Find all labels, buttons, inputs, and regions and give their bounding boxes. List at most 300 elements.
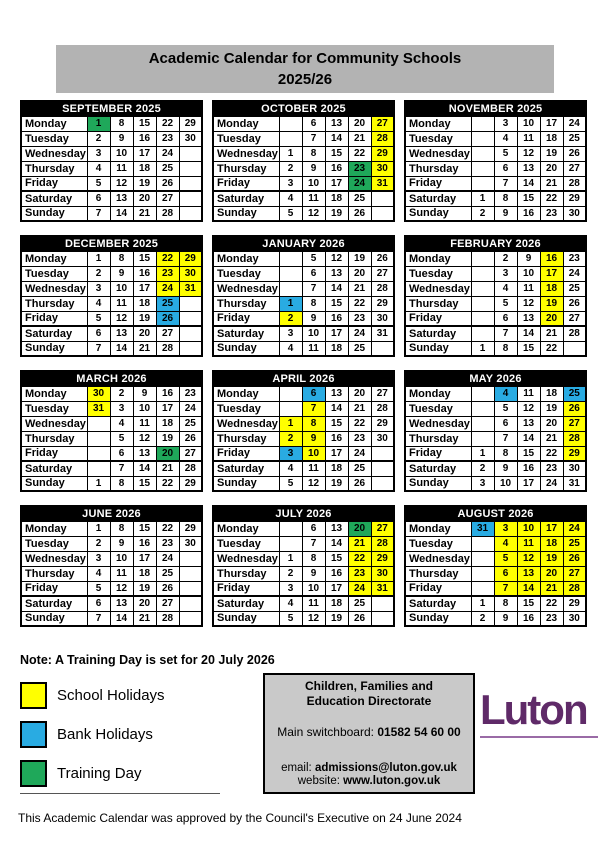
- weekday-label: Thursday: [21, 566, 87, 581]
- date-cell: 23: [348, 311, 371, 326]
- date-cell: 9: [494, 611, 517, 626]
- weekday-label: Sunday: [21, 341, 87, 356]
- date-cell: 21: [348, 131, 371, 146]
- date-cell: 5: [494, 401, 517, 416]
- month-title: FEBRUARY 2026: [405, 236, 586, 251]
- date-cell: 21: [540, 431, 563, 446]
- date-cell: 31: [371, 581, 394, 596]
- date-cell: 28: [563, 176, 586, 191]
- date-cell: 13: [110, 596, 133, 611]
- month-title: APRIL 2026: [213, 371, 394, 386]
- date-cell: 9: [110, 266, 133, 281]
- month-title: OCTOBER 2025: [213, 101, 394, 116]
- date-cell: 8: [302, 146, 325, 161]
- date-cell: 4: [494, 386, 517, 401]
- date-cell: 8: [302, 416, 325, 431]
- date-cell: 30: [371, 311, 394, 326]
- date-cell: 18: [325, 341, 348, 356]
- date-cell: 21: [540, 326, 563, 341]
- weekday-label: Tuesday: [21, 536, 87, 551]
- date-cell: 10: [302, 446, 325, 461]
- date-cell: 5: [302, 251, 325, 266]
- date-cell: 13: [325, 266, 348, 281]
- weekday-label: Tuesday: [405, 536, 471, 551]
- date-cell: 21: [540, 581, 563, 596]
- weekday-label: Wednesday: [213, 281, 279, 296]
- date-cell: 29: [179, 116, 202, 131]
- date-cell: 25: [156, 566, 179, 581]
- weekday-label: Friday: [405, 176, 471, 191]
- weekday-label: Saturday: [405, 461, 471, 476]
- date-cell: 9: [302, 431, 325, 446]
- weekday-label: Friday: [21, 311, 87, 326]
- empty-date-cell: [179, 191, 202, 206]
- date-cell: 6: [87, 596, 110, 611]
- date-cell: 17: [325, 581, 348, 596]
- empty-date-cell: [371, 446, 394, 461]
- date-cell: 14: [325, 131, 348, 146]
- empty-date-cell: [471, 251, 494, 266]
- weekday-label: Wednesday: [21, 551, 87, 566]
- date-cell: 29: [179, 476, 202, 491]
- date-cell: 2: [471, 461, 494, 476]
- date-cell: 3: [279, 176, 302, 191]
- weekday-label: Sunday: [405, 611, 471, 626]
- date-cell: 7: [87, 611, 110, 626]
- date-cell: 11: [302, 191, 325, 206]
- date-cell: 14: [133, 461, 156, 476]
- date-cell: 1: [279, 146, 302, 161]
- empty-date-cell: [179, 581, 202, 596]
- empty-date-cell: [279, 266, 302, 281]
- date-cell: 16: [156, 386, 179, 401]
- weekday-label: Thursday: [21, 161, 87, 176]
- weekday-label: Monday: [213, 386, 279, 401]
- empty-date-cell: [371, 206, 394, 221]
- date-cell: 8: [110, 476, 133, 491]
- date-cell: 18: [540, 281, 563, 296]
- empty-date-cell: [87, 416, 110, 431]
- date-cell: 25: [348, 191, 371, 206]
- date-cell: 21: [156, 461, 179, 476]
- weekday-label: Tuesday: [21, 266, 87, 281]
- empty-date-cell: [471, 566, 494, 581]
- date-cell: 6: [302, 266, 325, 281]
- month-title: JULY 2026: [213, 506, 394, 521]
- date-cell: 27: [179, 446, 202, 461]
- date-cell: 24: [348, 446, 371, 461]
- empty-date-cell: [179, 296, 202, 311]
- date-cell: 22: [156, 476, 179, 491]
- date-cell: 24: [563, 116, 586, 131]
- weekday-label: Sunday: [213, 341, 279, 356]
- weekday-label: Tuesday: [213, 131, 279, 146]
- approval-footer: This Academic Calendar was approved by the Council's Executive on 24 June 2024: [18, 811, 462, 825]
- date-cell: 16: [133, 131, 156, 146]
- empty-date-cell: [179, 206, 202, 221]
- date-cell: 12: [302, 476, 325, 491]
- date-cell: 14: [325, 401, 348, 416]
- date-cell: 17: [133, 146, 156, 161]
- date-cell: 29: [563, 596, 586, 611]
- date-cell: 25: [563, 131, 586, 146]
- date-cell: 15: [517, 596, 540, 611]
- date-cell: 25: [348, 461, 371, 476]
- date-cell: 4: [279, 191, 302, 206]
- date-cell: 30: [563, 206, 586, 221]
- date-cell: 12: [325, 251, 348, 266]
- date-cell: 22: [540, 596, 563, 611]
- date-cell: 16: [325, 311, 348, 326]
- date-cell: 1: [87, 521, 110, 536]
- date-cell: 8: [302, 296, 325, 311]
- website-label: website:: [297, 775, 344, 787]
- date-cell: 24: [348, 581, 371, 596]
- date-cell: 20: [133, 326, 156, 341]
- date-cell: 2: [471, 206, 494, 221]
- weekday-label: Sunday: [21, 611, 87, 626]
- date-cell: 23: [348, 161, 371, 176]
- month-table-october-2025: [212, 100, 395, 222]
- date-cell: 25: [348, 341, 371, 356]
- date-cell: 21: [133, 206, 156, 221]
- empty-date-cell: [179, 326, 202, 341]
- date-cell: 13: [517, 161, 540, 176]
- legend-item-bank-holidays: [20, 721, 250, 748]
- date-cell: 18: [133, 296, 156, 311]
- date-cell: 26: [348, 476, 371, 491]
- date-cell: 10: [110, 146, 133, 161]
- date-cell: 20: [348, 116, 371, 131]
- date-cell: 3: [279, 326, 302, 341]
- date-cell: 6: [494, 416, 517, 431]
- date-cell: 23: [156, 131, 179, 146]
- date-cell: 6: [302, 521, 325, 536]
- date-cell: 2: [494, 251, 517, 266]
- date-cell: 8: [494, 341, 517, 356]
- luton-logo: [480, 686, 598, 738]
- date-cell: 1: [279, 296, 302, 311]
- weekday-label: Friday: [213, 176, 279, 191]
- date-cell: 14: [517, 176, 540, 191]
- date-cell: 16: [517, 461, 540, 476]
- date-cell: 30: [371, 431, 394, 446]
- empty-date-cell: [179, 566, 202, 581]
- date-cell: 22: [540, 446, 563, 461]
- date-cell: 21: [348, 401, 371, 416]
- date-cell: 29: [179, 251, 202, 266]
- date-cell: 21: [133, 611, 156, 626]
- date-cell: 17: [325, 176, 348, 191]
- month-title: MAY 2026: [405, 371, 586, 386]
- date-cell: 3: [87, 551, 110, 566]
- contact-website-line: [265, 775, 473, 787]
- date-cell: 24: [348, 176, 371, 191]
- date-cell: 28: [371, 401, 394, 416]
- date-cell: 30: [371, 161, 394, 176]
- date-cell: 4: [494, 536, 517, 551]
- weekday-label: Tuesday: [213, 536, 279, 551]
- date-cell: 10: [133, 401, 156, 416]
- date-cell: 11: [110, 566, 133, 581]
- date-cell: 27: [371, 266, 394, 281]
- date-cell: 9: [302, 161, 325, 176]
- date-cell: 8: [110, 116, 133, 131]
- date-cell: 1: [279, 416, 302, 431]
- date-cell: 21: [348, 536, 371, 551]
- date-cell: 28: [563, 431, 586, 446]
- weekday-label: Tuesday: [213, 266, 279, 281]
- date-cell: 25: [563, 281, 586, 296]
- month-table-may-2026: [404, 370, 587, 492]
- contact-phone-line: [265, 725, 473, 739]
- empty-date-cell: [179, 176, 202, 191]
- title-banner: [56, 45, 554, 93]
- date-cell: 8: [494, 596, 517, 611]
- date-cell: 15: [325, 416, 348, 431]
- date-cell: 28: [371, 281, 394, 296]
- date-cell: 12: [517, 401, 540, 416]
- legend-item-training-day: [20, 760, 250, 787]
- date-cell: 4: [494, 281, 517, 296]
- contact-email-line: [265, 762, 473, 774]
- date-cell: 26: [563, 296, 586, 311]
- weekday-label: Friday: [21, 176, 87, 191]
- date-cell: 23: [156, 266, 179, 281]
- date-cell: 7: [302, 281, 325, 296]
- date-cell: 28: [156, 206, 179, 221]
- luton-logo-text: Luton: [480, 686, 587, 733]
- date-cell: 12: [302, 206, 325, 221]
- date-cell: 20: [540, 311, 563, 326]
- date-cell: 24: [156, 146, 179, 161]
- date-cell: 17: [325, 446, 348, 461]
- date-cell: 17: [540, 521, 563, 536]
- date-cell: 10: [517, 266, 540, 281]
- date-cell: 14: [110, 206, 133, 221]
- date-cell: 15: [517, 191, 540, 206]
- weekday-label: Monday: [21, 521, 87, 536]
- date-cell: 2: [279, 311, 302, 326]
- date-cell: 17: [540, 116, 563, 131]
- weekday-label: Wednesday: [21, 146, 87, 161]
- date-cell: 28: [371, 131, 394, 146]
- date-cell: 11: [302, 461, 325, 476]
- date-cell: 30: [371, 566, 394, 581]
- date-cell: 27: [371, 386, 394, 401]
- date-cell: 15: [133, 521, 156, 536]
- date-cell: 6: [87, 326, 110, 341]
- weekday-label: Wednesday: [405, 146, 471, 161]
- weekday-label: Wednesday: [405, 551, 471, 566]
- date-cell: 10: [110, 281, 133, 296]
- weekday-label: Saturday: [213, 461, 279, 476]
- date-cell: 27: [371, 521, 394, 536]
- date-cell: 8: [110, 251, 133, 266]
- date-cell: 12: [517, 146, 540, 161]
- date-cell: 20: [348, 521, 371, 536]
- date-cell: 10: [302, 581, 325, 596]
- contact-box: [263, 673, 475, 794]
- date-cell: 8: [302, 551, 325, 566]
- date-cell: 23: [179, 386, 202, 401]
- date-cell: 22: [156, 251, 179, 266]
- date-cell: 26: [156, 176, 179, 191]
- date-cell: 2: [279, 431, 302, 446]
- date-cell: 17: [540, 266, 563, 281]
- date-cell: 30: [563, 611, 586, 626]
- date-cell: 14: [325, 536, 348, 551]
- date-cell: 8: [494, 191, 517, 206]
- date-cell: 7: [110, 461, 133, 476]
- date-cell: 12: [133, 431, 156, 446]
- bank-holiday-swatch: [20, 721, 47, 748]
- date-cell: 9: [302, 311, 325, 326]
- weekday-label: Friday: [213, 311, 279, 326]
- weekday-label: Saturday: [213, 326, 279, 341]
- date-cell: 20: [133, 596, 156, 611]
- empty-date-cell: [471, 431, 494, 446]
- legend-label: School Holidays: [57, 687, 165, 704]
- date-cell: 28: [563, 581, 586, 596]
- date-cell: 10: [302, 326, 325, 341]
- date-cell: 30: [179, 536, 202, 551]
- date-cell: 10: [517, 116, 540, 131]
- date-cell: 6: [494, 311, 517, 326]
- date-cell: 19: [325, 206, 348, 221]
- date-cell: 28: [156, 341, 179, 356]
- date-cell: 27: [563, 161, 586, 176]
- date-cell: 13: [517, 416, 540, 431]
- training-day-note: Note: A Training Day is set for 20 July 2026: [20, 653, 275, 667]
- date-cell: 19: [133, 311, 156, 326]
- date-cell: 7: [87, 206, 110, 221]
- empty-date-cell: [179, 311, 202, 326]
- weekday-label: Saturday: [405, 326, 471, 341]
- weekday-label: Thursday: [405, 161, 471, 176]
- date-cell: 6: [110, 446, 133, 461]
- empty-date-cell: [471, 536, 494, 551]
- date-cell: 8: [110, 521, 133, 536]
- date-cell: 9: [494, 461, 517, 476]
- empty-date-cell: [471, 176, 494, 191]
- date-cell: 13: [110, 191, 133, 206]
- date-cell: 9: [133, 386, 156, 401]
- date-cell: 20: [540, 566, 563, 581]
- date-cell: 16: [325, 161, 348, 176]
- date-cell: 4: [279, 341, 302, 356]
- date-cell: 17: [133, 281, 156, 296]
- weekday-label: Friday: [405, 311, 471, 326]
- empty-date-cell: [471, 326, 494, 341]
- training-day-swatch: [20, 760, 47, 787]
- date-cell: 9: [517, 251, 540, 266]
- date-cell: 5: [279, 206, 302, 221]
- empty-date-cell: [471, 311, 494, 326]
- date-cell: 26: [156, 311, 179, 326]
- empty-date-cell: [179, 161, 202, 176]
- date-cell: 13: [133, 446, 156, 461]
- date-cell: 11: [110, 161, 133, 176]
- date-cell: 1: [87, 251, 110, 266]
- date-cell: 7: [87, 341, 110, 356]
- phone-number: 01582 54 60 00: [377, 725, 461, 739]
- date-cell: 10: [302, 176, 325, 191]
- weekday-label: Friday: [21, 446, 87, 461]
- date-cell: 19: [540, 551, 563, 566]
- month-table-april-2026: [212, 370, 395, 492]
- date-cell: 23: [348, 566, 371, 581]
- date-cell: 25: [563, 536, 586, 551]
- date-cell: 24: [563, 521, 586, 536]
- empty-date-cell: [279, 401, 302, 416]
- weekday-label: Sunday: [21, 476, 87, 491]
- date-cell: 26: [348, 206, 371, 221]
- contact-title: Children, Families and Education Directorate: [304, 679, 434, 708]
- date-cell: 11: [517, 131, 540, 146]
- weekday-label: Tuesday: [213, 401, 279, 416]
- date-cell: 15: [325, 146, 348, 161]
- month-table-december-2025: [20, 235, 203, 357]
- month-table-november-2025: [404, 100, 587, 222]
- weekday-label: Saturday: [405, 191, 471, 206]
- weekday-label: Wednesday: [21, 416, 87, 431]
- weekday-label: Friday: [405, 446, 471, 461]
- date-cell: 5: [87, 581, 110, 596]
- date-cell: 6: [494, 161, 517, 176]
- month-title: JUNE 2026: [21, 506, 202, 521]
- empty-date-cell: [471, 266, 494, 281]
- date-cell: 22: [348, 416, 371, 431]
- empty-date-cell: [371, 596, 394, 611]
- date-cell: 2: [87, 131, 110, 146]
- date-cell: 11: [517, 281, 540, 296]
- date-cell: 13: [325, 386, 348, 401]
- month-table-august-2026: [404, 505, 587, 627]
- date-cell: 11: [517, 386, 540, 401]
- weekday-label: Monday: [405, 116, 471, 131]
- empty-date-cell: [87, 461, 110, 476]
- date-cell: 3: [494, 266, 517, 281]
- weekday-label: Monday: [405, 251, 471, 266]
- date-cell: 29: [179, 521, 202, 536]
- date-cell: 8: [494, 446, 517, 461]
- date-cell: 28: [156, 611, 179, 626]
- empty-date-cell: [87, 446, 110, 461]
- date-cell: 22: [540, 191, 563, 206]
- luton-logo-underline: [480, 736, 598, 738]
- phone-label: Main switchboard:: [277, 725, 378, 739]
- date-cell: 3: [279, 581, 302, 596]
- date-cell: 18: [325, 191, 348, 206]
- weekday-label: Saturday: [21, 191, 87, 206]
- weekday-label: Monday: [213, 251, 279, 266]
- date-cell: 29: [371, 296, 394, 311]
- date-cell: 14: [110, 341, 133, 356]
- date-cell: 31: [87, 401, 110, 416]
- date-cell: 11: [302, 341, 325, 356]
- date-cell: 29: [371, 551, 394, 566]
- date-cell: 24: [563, 266, 586, 281]
- date-cell: 2: [110, 386, 133, 401]
- legend-underline: [20, 793, 220, 794]
- weekday-label: Friday: [21, 581, 87, 596]
- date-cell: 1: [87, 116, 110, 131]
- date-cell: 17: [325, 326, 348, 341]
- date-cell: 17: [156, 401, 179, 416]
- weekday-label: Friday: [213, 446, 279, 461]
- date-cell: 20: [540, 416, 563, 431]
